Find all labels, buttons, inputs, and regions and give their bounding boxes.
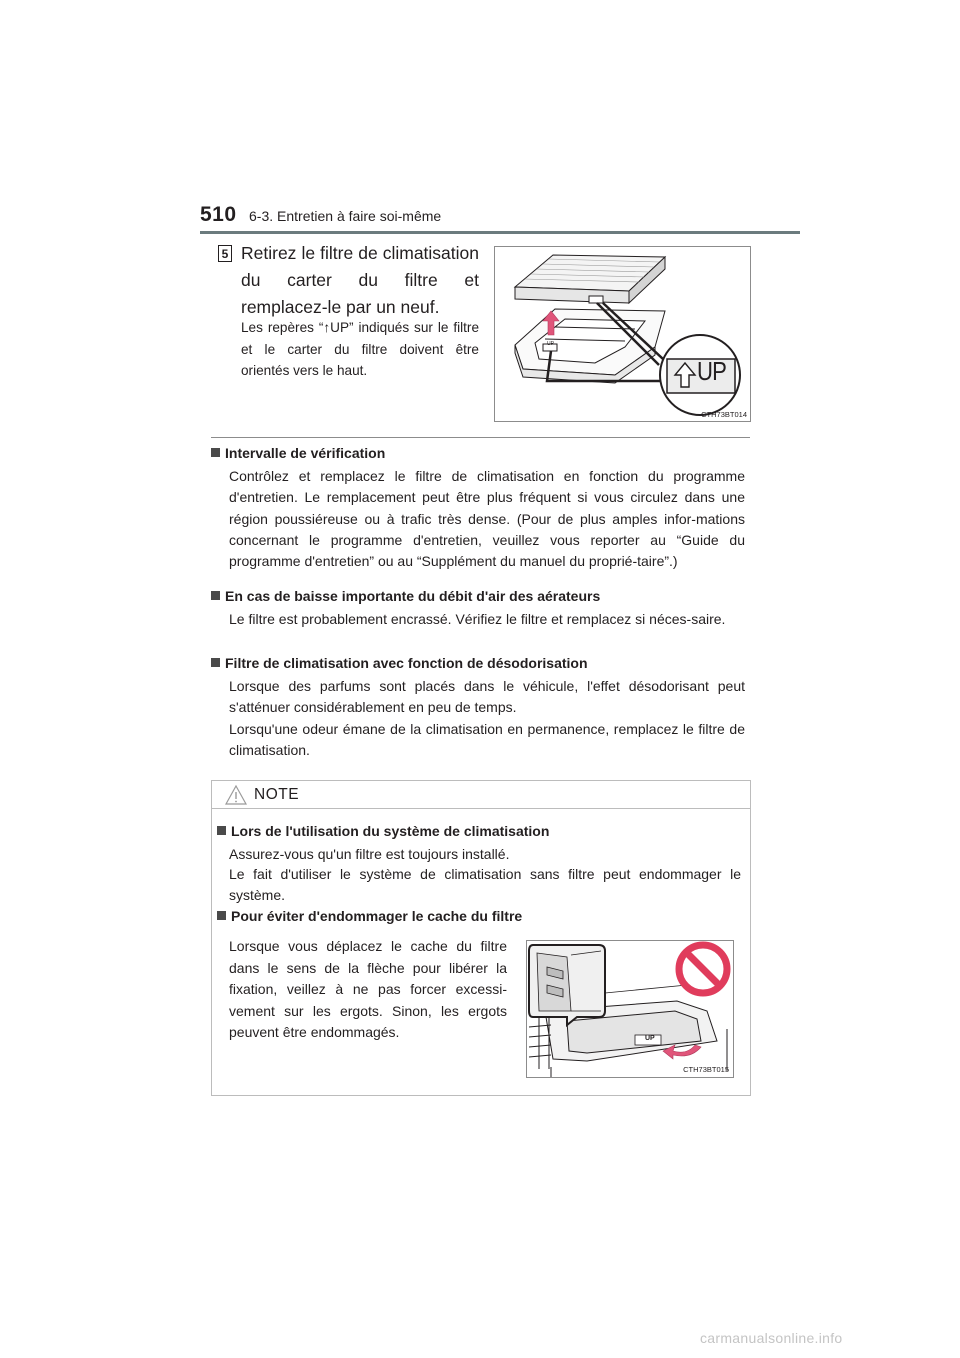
bullet-square-icon xyxy=(211,658,220,667)
section-paragraph: Lorsque des parfums sont placés dans le véhicule, l'effet désodorisant peut s'atténuer considérablement en peu de temps. xyxy=(229,678,745,716)
watermark: carmanualsonline.info xyxy=(700,1330,843,1346)
section-heading: En cas de baisse importante du débit d'air des aérateurs xyxy=(211,588,600,604)
section-title: 6-3. Entretien à faire soi-même xyxy=(249,208,442,224)
prohibition-icon xyxy=(679,945,727,993)
header-rule xyxy=(200,231,800,234)
filter-housing-drawing xyxy=(515,309,665,383)
bullet-square-icon xyxy=(211,591,220,600)
note-header-rule xyxy=(212,808,750,809)
note-line: Assurez-vous qu'un filtre est toujours installé. xyxy=(229,846,510,862)
filter-illustration xyxy=(495,247,750,421)
step-title: Retirez le filtre de climatisation du carter du filtre et remplacez-le par un neuf. xyxy=(241,243,479,317)
note-line: Le fait d'utiliser le système de climatisation sans filtre peut endommager le système. xyxy=(229,866,741,903)
figure-code: CTH73BT014 xyxy=(701,410,747,419)
step-number-badge: 5 xyxy=(218,245,232,262)
page-number: 510 xyxy=(200,203,237,226)
filter-element-drawing xyxy=(515,255,665,303)
filter-cover-illustration xyxy=(527,941,733,1077)
section-heading: Intervalle de vérification xyxy=(211,445,385,461)
section-divider xyxy=(211,437,750,438)
warning-triangle-icon xyxy=(225,785,247,805)
section-paragraph: Le filtre est probablement encrassé. Vérifiez le filtre et remplacez si néces-saire. xyxy=(229,611,726,627)
section-paragraph: Contrôlez et remplacez le filtre de climatisation en fonction du programme d'entretien. Le remplacement peut être plus fréquent si vous circulez dans une région poussiéreuse ou à trafic très dense. (Pour de plus amples infor-mations concernant le programme d'entretien, veuillez vous reporter au “Guide du programme d'entretien” ou au “Supplément du manuel du proprié-taire”.) xyxy=(229,468,745,570)
bullet-square-icon xyxy=(211,448,220,457)
figure-code: CTH73BT015 xyxy=(683,1065,729,1074)
note-heading: Lors de l'utilisation du système de climatisation xyxy=(217,823,549,839)
housing-up-label: UP xyxy=(547,341,554,347)
step-note: Les repères “↑UP” indiqués sur le filtre et le carter du filtre doivent être orientés vers le haut. xyxy=(241,320,479,378)
filter-cover-figure xyxy=(526,940,734,1078)
section-paragraph: Lorsqu'une odeur émane de la climatisation en permanence, remplacez le filtre de climatisation. xyxy=(229,721,745,759)
bullet-square-icon xyxy=(217,826,226,835)
note-heading: Pour éviter d'endommager le cache du filtre xyxy=(217,908,522,924)
cover-up-label: UP xyxy=(645,1035,655,1042)
note-title: NOTE xyxy=(254,786,300,803)
bullet-square-icon xyxy=(217,911,226,920)
section-heading: Filtre de climatisation avec fonction de désodorisation xyxy=(211,655,588,671)
callout-line xyxy=(605,985,687,993)
up-mark-label: UP xyxy=(697,356,727,386)
filter-replacement-figure xyxy=(494,246,751,422)
note-line: Lorsque vous déplacez le cache du filtre dans le sens de la flèche pour libérer la fixation, veillez à ne pas forcer excessi-vement sur les ergots. Sinon, les ergots peuvent être endommagés. xyxy=(229,938,507,1040)
